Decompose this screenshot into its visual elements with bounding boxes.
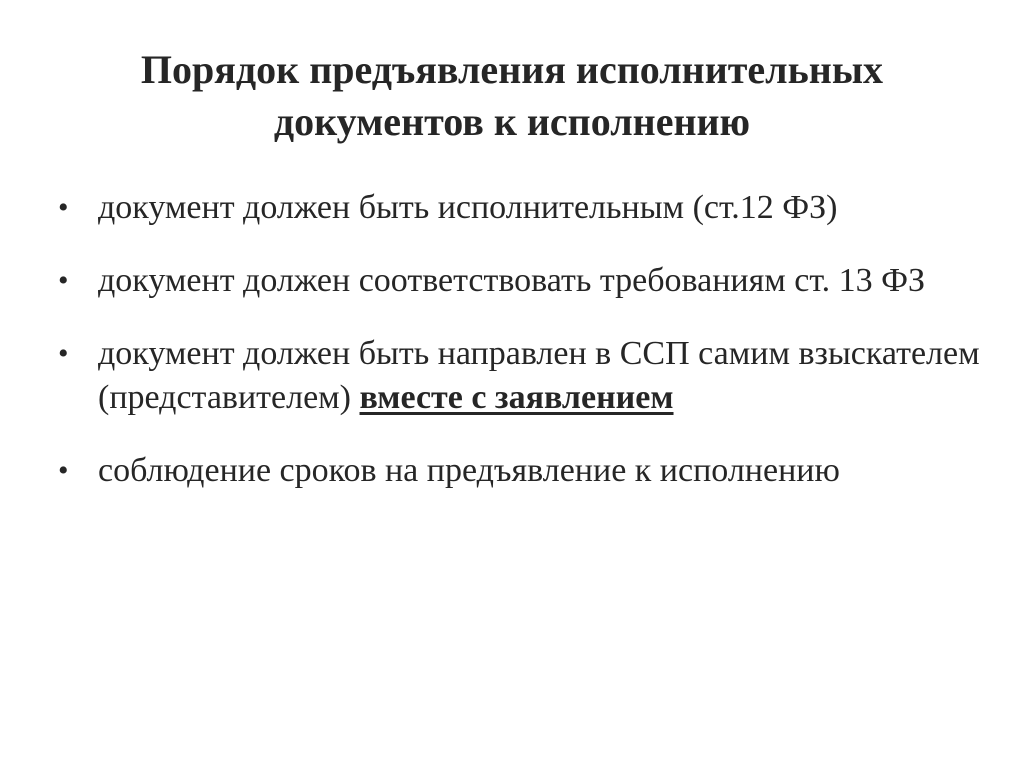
bullet-dot-icon: • [58,264,69,297]
title-line-2: документов к исполнению [273,99,751,144]
bullet-text-4: соблюдение сроков на предъявление к исполнению [98,452,840,489]
bullet-text-1: документ должен быть исполнительным (ст.12 ФЗ) [98,189,838,226]
bullet-item-4 [56,449,986,493]
bullet-list [56,186,986,493]
bullet-item-2 [56,259,986,303]
bullet-item-3 [56,332,986,420]
bullet-text-2: документ должен соответствовать требованиям ст. 13 ФЗ [98,262,926,299]
bullet-text-3: документ должен быть направлен в ССП самим взыскателем (представителем) [98,335,980,416]
bullet-dot-icon: • [58,337,69,370]
bullet-dot-icon: • [58,454,69,487]
title-line-1: Порядок предъявления исполнительных [140,47,884,92]
bullet-item-1 [56,186,986,230]
bullet-dot-icon: • [58,191,69,224]
slide-title [60,44,964,148]
bullet-emphasis-3: вместе с заявлением [359,379,674,416]
